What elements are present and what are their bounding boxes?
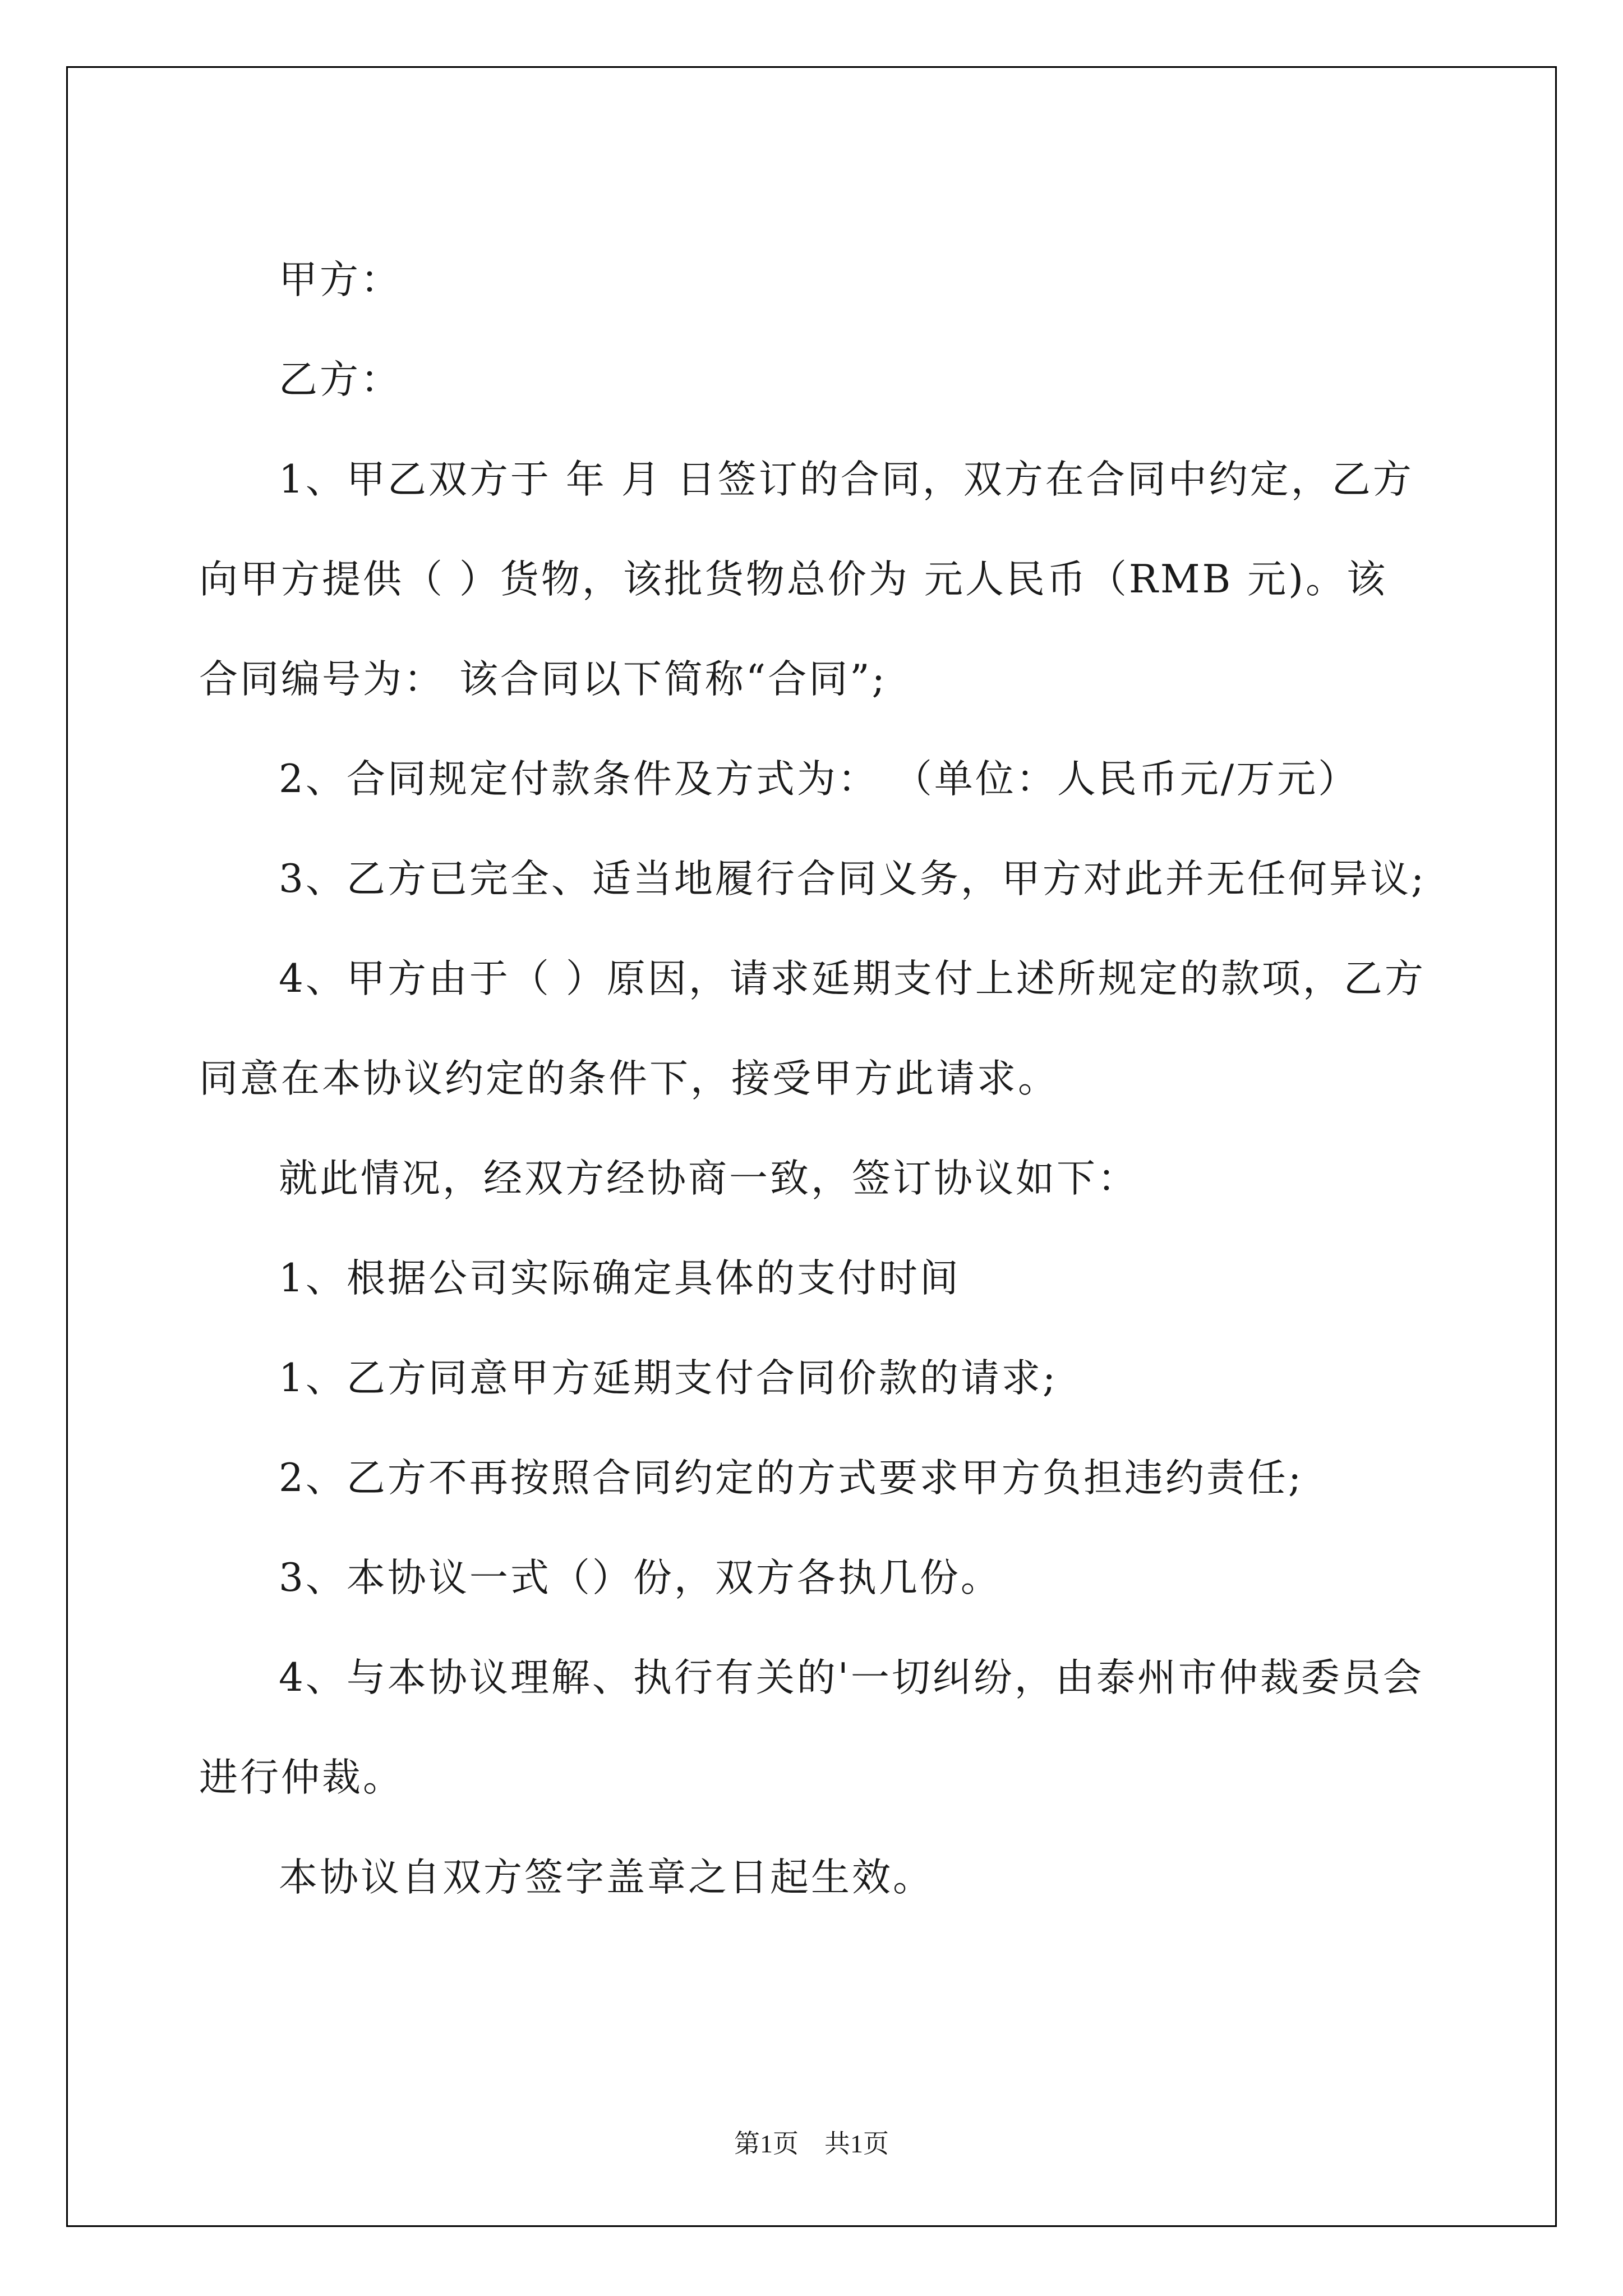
party-b-line: 乙方：	[279, 357, 402, 402]
agreement-item-accept-delay: 1、乙方同意甲方延期支付合同价款的请求;	[279, 1356, 1058, 1401]
clause-obligations-fulfilled: 3、乙方已完全、适当地履行合同义务，甲方对此并无任何异议;	[279, 857, 1427, 901]
clause-contract-info: 1、甲乙双方于 年 月 日签订的合同，双方在合同中约定，乙方向甲方提供（ ）货物，该批货物总价为 元人民币（RMB 元)。该合同编号为： 该合同以下简称“合同”;	[199, 457, 1414, 702]
page-number-footer: 第1页 共1页	[734, 2129, 889, 2158]
agreement-item-no-liability: 2、乙方不再按照合同约定的方式要求甲方负担违约责任;	[279, 1456, 1304, 1501]
agreement-item-copies: 3、本协议一式（）份，双方各执几份。	[279, 1556, 1002, 1600]
agreement-item-arbitration: 4、与本协议理解、执行有关的'一切纠纷，由泰州市仲裁委员会进行仲裁。	[199, 1655, 1424, 1800]
clause-delay-request: 4、甲方由于（ ）原因，请求延期支付上述所规定的款项，乙方同意在本协议约定的条件下，接受甲方此请求。	[199, 956, 1426, 1101]
effective-date-clause: 本协议自双方签字盖章之日起生效。	[279, 1855, 934, 1900]
agreement-item-payment-time: 1、根据公司实际确定具体的支付时间	[279, 1256, 961, 1301]
document-body	[199, 230, 1427, 1927]
clause-payment-terms: 2、合同规定付款条件及方式为： （单位：人民币元/万元）	[279, 757, 1359, 802]
agreement-intro: 就此情况，经双方经协商一致，签订协议如下：	[279, 1156, 1138, 1201]
party-a-line: 甲方：	[279, 257, 402, 302]
